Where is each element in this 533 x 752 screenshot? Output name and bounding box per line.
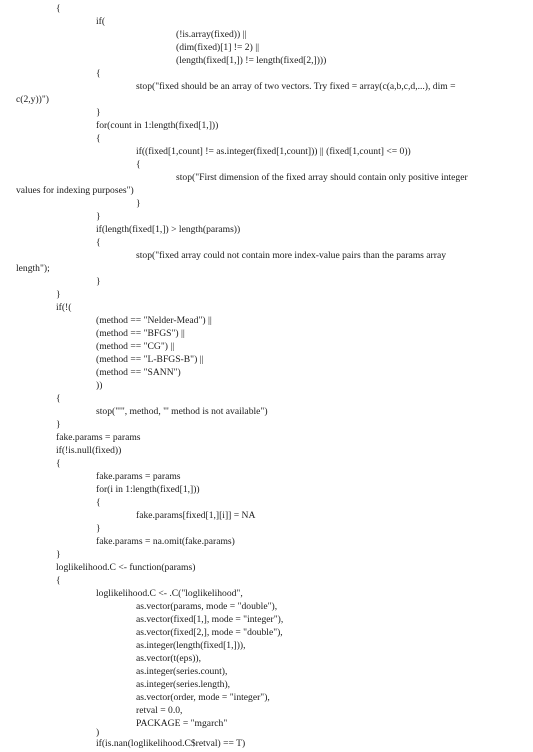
code-line: } xyxy=(56,419,61,430)
code-line: as.vector(t(eps)), xyxy=(136,653,201,664)
code-line: { xyxy=(56,458,61,469)
code-line: if(is.nan(loglikelihood.C$retval) == T) xyxy=(96,738,246,749)
code-line: values for indexing purposes") xyxy=(16,185,134,196)
code-line: } xyxy=(136,198,141,209)
code-line: fake.params = params xyxy=(56,432,141,443)
code-line: } xyxy=(96,107,101,118)
code-line: } xyxy=(56,289,61,300)
code-line: PACKAGE = "mgarch" xyxy=(136,718,228,729)
code-line: as.vector(fixed[2,], mode = "double"), xyxy=(136,627,283,638)
code-line: as.integer(series.length), xyxy=(136,679,231,690)
code-line: { xyxy=(56,3,61,14)
code-line: as.integer(series.count), xyxy=(136,666,228,677)
code-line: (method == "BFGS") || xyxy=(96,328,185,339)
code-line: c(2,y))") xyxy=(16,94,49,105)
code-line: loglikelihood.C <- function(params) xyxy=(56,562,196,573)
code-line: as.vector(fixed[1,], mode = "integer"), xyxy=(136,614,284,625)
code-line: { xyxy=(136,159,141,170)
code-line: } xyxy=(96,211,101,222)
code-line: fake.params[fixed[1,][i]] = NA xyxy=(136,510,256,521)
code-line: { xyxy=(96,68,101,79)
code-line: as.integer(length(fixed[1,])), xyxy=(136,640,246,651)
code-line: if(!is.null(fixed)) xyxy=(56,445,122,456)
code-line: { xyxy=(56,575,61,586)
code-line: { xyxy=(96,133,101,144)
code-line: if(length(fixed[1,]) > length(params)) xyxy=(96,224,241,235)
code-line: (dim(fixed)[1] != 2) || xyxy=(176,42,260,53)
code-line: { xyxy=(56,393,61,404)
code-line: } xyxy=(96,523,101,534)
code-line: for(i in 1:length(fixed[1,])) xyxy=(96,484,200,495)
code-line: length"); xyxy=(16,263,50,274)
code-line: stop("First dimension of the fixed array should contain only positive integer xyxy=(176,172,468,183)
code-line: (method == "SANN") xyxy=(96,367,181,378)
code-line: { xyxy=(96,497,101,508)
code-line: { xyxy=(96,237,101,248)
code-line: if((fixed[1,count] != as.integer(fixed[1,count])) || (fixed[1,count] <= 0)) xyxy=(136,146,411,157)
code-line: (!is.array(fixed)) || xyxy=(176,29,247,40)
code-line: retval = 0.0, xyxy=(136,705,183,716)
code-line: as.vector(params, mode = "double"), xyxy=(136,601,278,612)
code-line: stop("fixed array could not contain more index-value pairs than the params array xyxy=(136,250,447,261)
code-line: } xyxy=(56,549,61,560)
code-line: if(!( xyxy=(56,302,72,313)
code-line: (method == "CG") || xyxy=(96,341,175,352)
code-line: (method == "Nelder-Mead") || xyxy=(96,315,212,326)
code-line: ) xyxy=(96,727,100,738)
code-line: } xyxy=(96,276,101,287)
code-line: fake.params = na.omit(fake.params) xyxy=(96,536,235,547)
code-line: )) xyxy=(96,380,103,391)
code-line: if( xyxy=(96,16,106,27)
code-line: (method == "L-BFGS-B") || xyxy=(96,354,204,365)
code-line: fake.params = params xyxy=(96,471,181,482)
code-line: stop("'", method, "' method is not available") xyxy=(96,406,268,417)
code-line: for(count in 1:length(fixed[1,])) xyxy=(96,120,219,131)
code-line: loglikelihood.C <- .C("loglikelihood", xyxy=(96,588,243,599)
code-line: stop("fixed should be an array of two vectors. Try fixed = array(c(a,b,c,d,...), dim = xyxy=(136,81,456,92)
code-line: as.vector(order, mode = "integer"), xyxy=(136,692,270,703)
code-line: (length(fixed[1,]) != length(fixed[2,]))) xyxy=(176,55,327,66)
